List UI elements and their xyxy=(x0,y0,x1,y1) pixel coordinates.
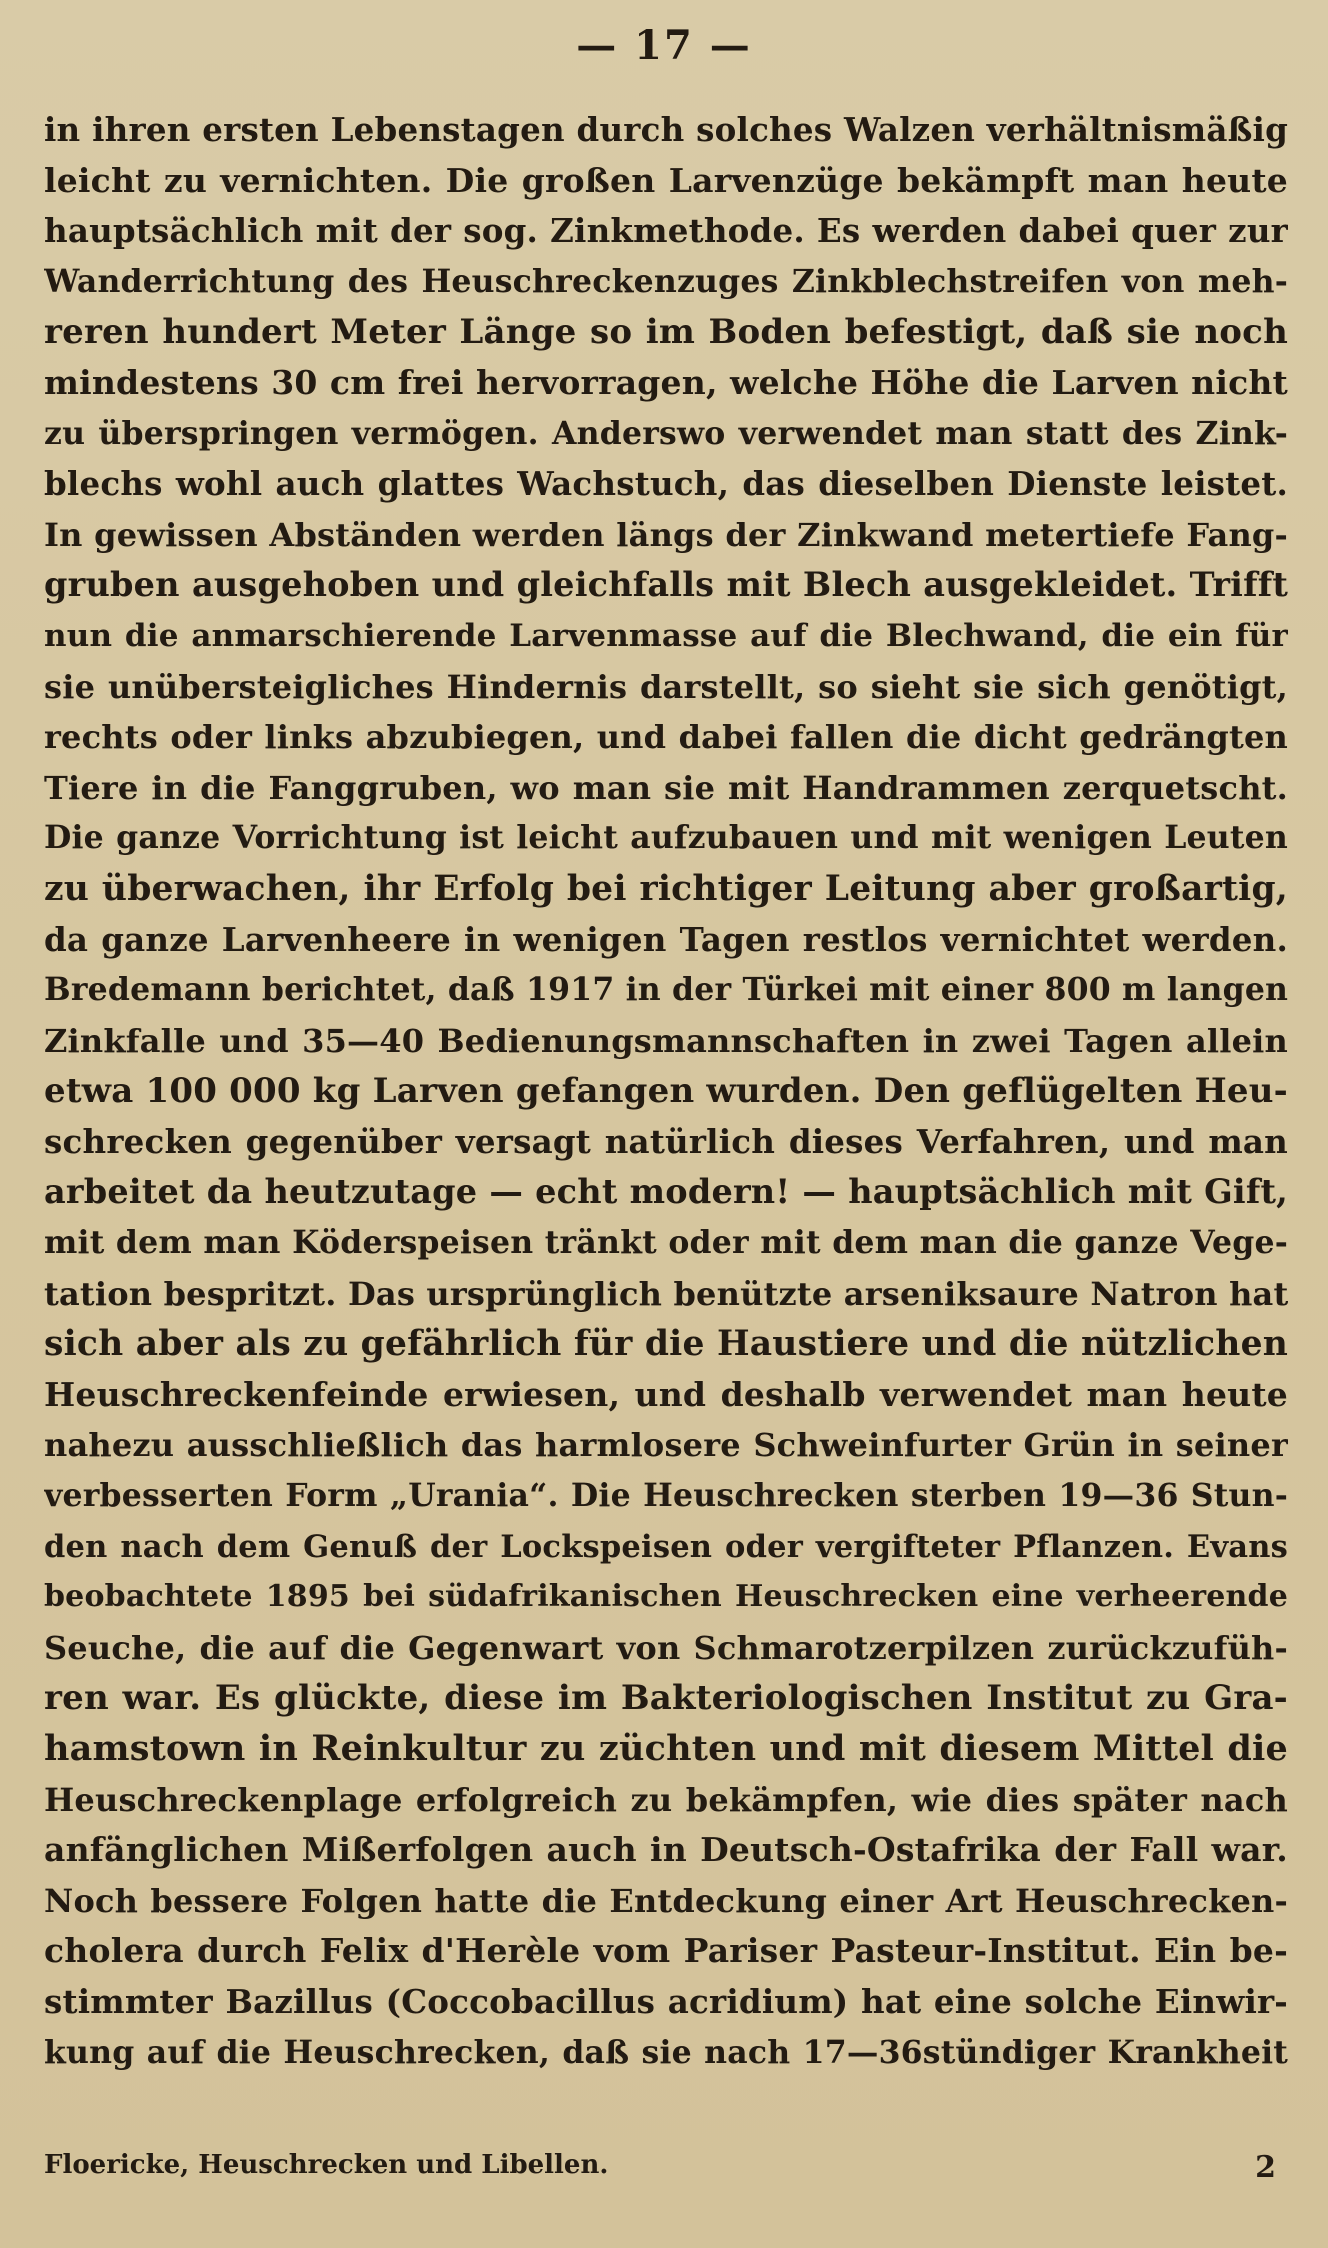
text-line: In gewissen Abständen werden längs der Zinkwand metertiefe Fang- xyxy=(44,515,1288,554)
footer-book-title: Floericke, Heuschrecken und Libellen. xyxy=(44,2150,609,2180)
text-line: beobachtete 1895 bei südafrikanischen Heuschrecken eine verheerende xyxy=(44,1579,1288,1615)
text-line: stimmter Bazillus (Coccobacillus acridium) hat eine solche Einwir- xyxy=(44,1981,1288,2021)
text-line: mindestens 30 cm frei hervorragen, welche Höhe die Larven nicht xyxy=(44,362,1288,402)
text-line: zu überspringen vermögen. Anderswo verwendet man statt des Zink- xyxy=(44,414,1288,452)
text-line: verbesserten Form „Urania“. Die Heuschrecken sterben 19—36 Stun- xyxy=(44,1477,1288,1515)
page-number: — 17 — xyxy=(576,22,752,69)
text-line: Bredemann berichtet, daß 1917 in der Türkei mit einer 800 m langen xyxy=(44,971,1288,1009)
text-line: hamstown in Reinkultur zu züchten und mit diesem Mittel die xyxy=(44,1728,1288,1769)
text-line: blechs wohl auch glattes Wachstuch, das dieselben Dienste leistet. xyxy=(44,464,1288,504)
page-footer xyxy=(44,2150,1288,2190)
text-line: zu überwachen, ihr Erfolg bei richtiger Leitung aber großartig, xyxy=(44,868,1288,909)
text-line: nun die anmarschierende Larvenmasse auf die Blechwand, die ein für xyxy=(44,617,1288,654)
text-line: schrecken gegenüber versagt natürlich dieses Verfahren, und man xyxy=(44,1121,1288,1161)
text-line: sich aber als zu gefährlich für die Haustiere und die nützlichen xyxy=(44,1324,1288,1365)
text-line: in ihren ersten Lebenstagen durch solches Walzen verhältnismäßig xyxy=(44,110,1288,149)
text-line: den nach dem Genuß der Lockspeisen oder vergifteter Pflanzen. Evans xyxy=(44,1528,1288,1565)
text-line: rechts oder links abzubiegen, und dabei fallen die dicht gedrängten xyxy=(44,718,1288,757)
text-line: tation bespritzt. Das ursprünglich benützte arseniksaure Natron hat xyxy=(44,1274,1288,1313)
text-line: ren war. Es glückte, diese im Bakteriologischen Institut zu Gra- xyxy=(44,1678,1288,1719)
text-line: kung auf die Heuschrecken, daß sie nach 17—36stündiger Krankheit xyxy=(44,2033,1288,2071)
text-line: Zinkfalle und 35—40 Bedienungsmannschaften in zwei Tagen allein xyxy=(44,1021,1288,1060)
text-line: da ganze Larvenheere in wenigen Tagen restlos vernichtet werden. xyxy=(44,919,1288,959)
text-line: leicht zu vernichten. Die großen Larvenzüge bekämpft man heute xyxy=(44,160,1288,200)
body-text xyxy=(44,105,1288,2078)
text-line: gruben ausgehoben und gleichfalls mit Blech ausgekleidet. Trifft xyxy=(44,565,1288,605)
text-line: Wanderrichtung des Heuschreckenzuges Zinkblechstreifen von meh- xyxy=(44,262,1288,300)
text-line: Die ganze Vorrichtung ist leicht aufzubauen und mit wenigen Leuten xyxy=(44,819,1288,857)
footer-signature-number: 2 xyxy=(1255,2150,1276,2185)
text-line: reren hundert Meter Länge so im Boden befestigt, daß sie noch xyxy=(44,312,1288,353)
text-line: anfänglichen Mißerfolgen auch in Deutsch-Ostafrika der Fall war. xyxy=(44,1830,1288,1870)
text-line: hauptsächlich mit der sog. Zinkmethode. Es werden dabei quer zur xyxy=(44,211,1288,251)
text-line: arbeitet da heutzutage — echt modern! — hauptsächlich mit Gift, xyxy=(44,1172,1288,1212)
text-line: etwa 100 000 kg Larven gefangen wurden. Den geflügelten Heu- xyxy=(44,1071,1288,1112)
text-line: nahezu ausschließlich das harmlosere Schweinfurter Grün in seiner xyxy=(44,1426,1288,1465)
text-line: Heuschreckenplage erfolgreich zu bekämpfen, wie dies später nach xyxy=(44,1780,1288,1819)
text-line: cholera durch Felix d'Herèle vom Pariser Pasteur-Institut. Ein be- xyxy=(44,1931,1288,1971)
text-line: Heuschreckenfeinde erwiesen, und deshalb verwendet man heute xyxy=(44,1374,1288,1414)
text-line: mit dem man Köderspeisen tränkt oder mit dem man die ganze Vege- xyxy=(44,1224,1288,1262)
text-line: sie unübersteigliches Hindernis darstellt, so sieht sie sich genötigt, xyxy=(44,667,1288,706)
text-line: Tiere in die Fanggruben, wo man sie mit Handrammen zerquetscht. xyxy=(44,768,1288,807)
text-line: Noch bessere Folgen hatte die Entdeckung einer Art Heuschrecken- xyxy=(44,1881,1288,1920)
text-line: Seuche, die auf die Gegenwart von Schmarotzerpilzen zurückzufüh- xyxy=(44,1628,1288,1667)
